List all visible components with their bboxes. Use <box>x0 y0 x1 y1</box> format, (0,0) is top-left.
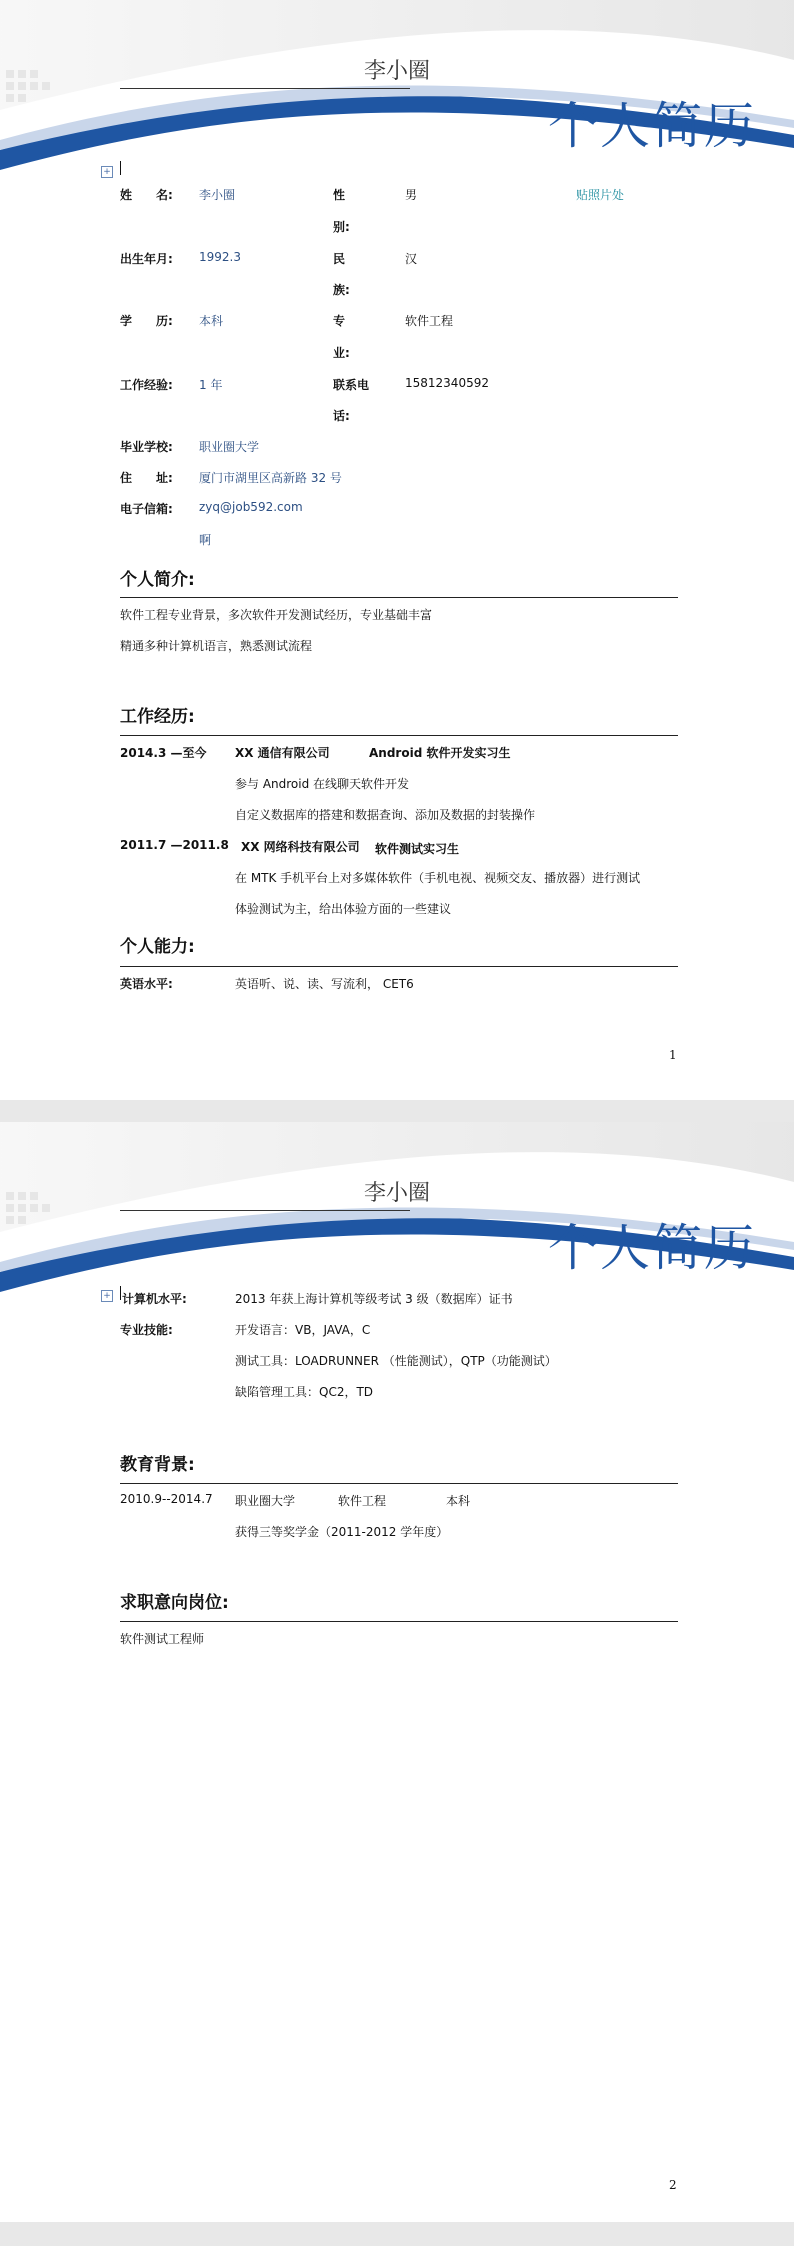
work-2-detail-1: 在 MTK 手机平台上对多媒体软件（手机电视、视频交友、播放器）进行测试 <box>235 871 641 885</box>
name-value: 李小圈 <box>199 188 236 202</box>
major-label-2: 业: <box>333 346 350 360</box>
education-school: 职业圈大学 <box>235 1494 296 1508</box>
work-1-detail-1: 参与 Android 在线聊天软件开发 <box>235 777 410 791</box>
page-2 <box>0 1122 794 2222</box>
work-2-company: XX 网络科技有限公司 <box>241 840 360 854</box>
computer-label: 计算机水平: <box>122 1292 187 1306</box>
edu-label: 学 历: <box>120 314 173 328</box>
birth-label: 出生年月: <box>120 252 173 266</box>
work-rule <box>120 735 678 736</box>
ethnic-label: 民 <box>333 252 346 266</box>
table-move-handle-icon[interactable]: + <box>101 1290 113 1302</box>
skills-heading: 个人能力: <box>120 937 195 957</box>
page-number-1: 1 <box>669 1048 677 1062</box>
education-degree: 本科 <box>446 1494 471 1508</box>
objective-rule <box>120 1621 678 1622</box>
email-label: 电子信箱: <box>120 502 173 516</box>
page-number-2: 2 <box>669 2178 677 2192</box>
work-heading: 工作经历: <box>120 707 195 727</box>
english-label: 英语水平: <box>120 977 173 991</box>
phone-label: 联系电 <box>333 378 370 392</box>
header-name: 李小圈 <box>363 59 430 84</box>
work-2-detail-2: 体验测试为主，给出体验方面的一些建议 <box>235 902 452 916</box>
email-value[interactable]: zyq@job592.com <box>199 500 303 514</box>
work-2-period: 2011.7 —2011.8 <box>120 838 229 852</box>
education-rule <box>120 1483 678 1484</box>
education-award: 获得三等奖学金（2011-2012 学年度） <box>235 1525 449 1539</box>
education-period: 2010.9--2014.7 <box>120 1492 213 1506</box>
phone-label-2: 话: <box>333 409 350 423</box>
objective-value: 软件测试工程师 <box>120 1632 205 1646</box>
objective-heading: 求职意向岗位: <box>120 1593 229 1613</box>
header-rule <box>120 88 410 89</box>
work-1-role: Android 软件开发实习生 <box>369 746 511 760</box>
pro-line-2: 测试工具：LOADRUNNER （性能测试），QTP（功能测试） <box>235 1354 557 1368</box>
header-title: 个人简历 <box>548 98 756 154</box>
education-major: 软件工程 <box>338 1494 387 1508</box>
skills-rule <box>120 966 678 967</box>
gender-label-2: 别: <box>333 220 350 234</box>
pro-label: 专业技能: <box>120 1323 173 1337</box>
text-cursor <box>120 161 121 175</box>
work-1-company: XX 通信有限公司 <box>235 746 330 760</box>
school-label: 毕业学校: <box>120 440 173 454</box>
gender-label: 性 <box>333 188 346 202</box>
english-value: 英语听、说、读、写流利， CET6 <box>235 977 414 991</box>
education-heading: 教育背景: <box>120 1455 195 1475</box>
photo-placeholder: 贴照片处 <box>576 188 625 202</box>
phone-value: 15812340592 <box>405 376 489 390</box>
address-value: 厦门市湖里区高新路 32 号 <box>199 471 342 485</box>
computer-value: 2013 年获上海计算机等级考试 3 级（数据库）证书 <box>235 1292 513 1306</box>
work-1-period: 2014.3 —至今 <box>120 746 207 760</box>
page-1 <box>0 0 794 1100</box>
major-label: 专 <box>333 314 346 328</box>
address-label: 住 址: <box>120 471 173 485</box>
major-value: 软件工程 <box>405 314 454 328</box>
pro-line-1: 开发语言：VB，JAVA，C <box>235 1323 371 1337</box>
header-title: 个人简历 <box>548 1220 756 1276</box>
summary-rule <box>120 597 678 598</box>
exp-value: 1 年 <box>199 378 223 392</box>
email-value-2: 啊 <box>199 533 212 547</box>
gender-value: 男 <box>405 188 418 202</box>
work-1-detail-2: 自定义数据库的搭建和数据查询、添加及数据的封装操作 <box>235 808 536 822</box>
table-move-handle-icon[interactable]: + <box>101 166 113 178</box>
pro-line-3: 缺陷管理工具：QC2，TD <box>235 1385 374 1399</box>
name-label: 姓 名: <box>120 188 173 202</box>
header-name: 李小圈 <box>363 1181 430 1206</box>
work-2-role: 软件测试实习生 <box>375 842 460 856</box>
summary-line-1: 软件工程专业背景，多次软件开发测试经历，专业基础丰富 <box>120 608 433 622</box>
summary-heading: 个人简介: <box>120 570 195 590</box>
exp-label: 工作经验: <box>120 378 173 392</box>
edu-value: 本科 <box>199 314 224 328</box>
school-value: 职业圈大学 <box>199 440 260 454</box>
text-cursor <box>120 1286 121 1300</box>
header-rule <box>120 1210 410 1211</box>
ethnic-value: 汉 <box>405 252 418 266</box>
birth-value: 1992.3 <box>199 250 241 264</box>
ethnic-label-2: 族: <box>333 283 350 297</box>
summary-line-2: 精通多种计算机语言，熟悉测试流程 <box>120 639 313 653</box>
